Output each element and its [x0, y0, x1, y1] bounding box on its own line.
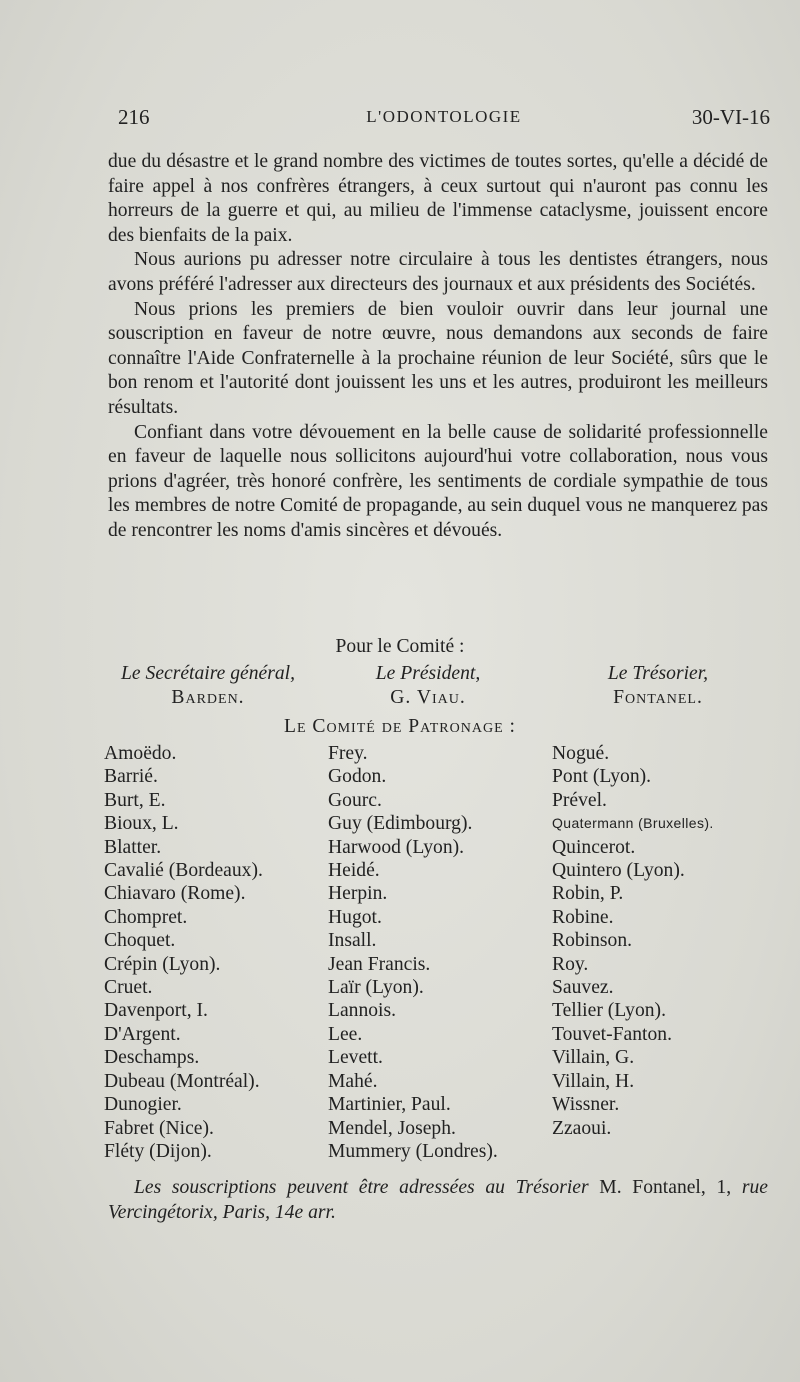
committee-column-2: [328, 742, 498, 1163]
member-name: Amoëdo.: [104, 743, 177, 764]
member-name: Quincerot.: [552, 836, 636, 858]
paragraph: Nous aurions pu adresser notre circulaire à tous les dentistes étrangers, nous avons préféré l'adresser aux directeurs des journaux et aux présidents des Sociétés.: [108, 249, 768, 295]
paragraph: Nous prions les premiers de bien vouloir ouvrir dans leur journal une souscription en faveur de notre œuvre, nous demandons aux seconds de faire connaître l'Aide Confraternelle à la prochaine réunion de leur Société, sûrs que le bon renom et l'autorité dont jouissent les uns et les autres, produiront les meilleurs résultats.: [108, 298, 768, 418]
member-name: Mahé.: [328, 1070, 378, 1092]
member-name: Wissner.: [552, 1094, 620, 1116]
member-name: Burt, E.: [104, 789, 166, 811]
member-name: Quintero (Lyon).: [552, 860, 685, 882]
member-name: Robine.: [552, 906, 614, 928]
member-name: Fabret (Nice).: [104, 1117, 214, 1139]
member-name: Choquet.: [104, 930, 176, 952]
member-name: Pont (Lyon).: [552, 766, 652, 788]
member-name: Crépin (Lyon).: [104, 953, 221, 975]
member-name: Villain, G.: [552, 1047, 635, 1069]
member-name: Dubeau (Montréal).: [104, 1070, 260, 1092]
member-name: Godon.: [328, 766, 387, 788]
member-name: Sauvez.: [552, 977, 614, 999]
issue-date: 30-VI-16: [691, 105, 770, 129]
committee-title: Le Comité de Patronage :: [284, 716, 516, 737]
member-name: Laïr (Lyon).: [328, 977, 424, 999]
signer-name: G. Viau.: [390, 687, 466, 708]
member-name: Touvet-Fanton.: [552, 1023, 672, 1045]
member-name: Blatter.: [104, 836, 162, 858]
member-name: Insall.: [328, 930, 377, 952]
member-name: Chompret.: [104, 906, 188, 928]
member-name: Hugot.: [328, 906, 382, 928]
running-header: [118, 105, 770, 137]
signer-treasurer: [548, 662, 768, 710]
subscription-note: [108, 1176, 768, 1225]
note-address: rue Vercingétorix, Paris, 14e arr.: [108, 1177, 768, 1223]
member-name: Nogué.: [552, 743, 610, 764]
member-name: Quatermann (Bruxelles).: [552, 815, 714, 832]
member-name: Robin, P.: [552, 883, 624, 905]
member-name: Jean Francis.: [328, 953, 431, 975]
member-name: D'Argent.: [104, 1023, 181, 1045]
member-name: Martinier, Paul.: [328, 1094, 451, 1116]
member-name: Mummery (Londres).: [328, 1140, 498, 1162]
journal-title: L'ODONTOLOGIE: [366, 107, 522, 126]
page-number: 216: [118, 105, 150, 129]
committee-column-3: [552, 742, 714, 1140]
member-name: Prével.: [552, 789, 607, 811]
committee-column-1: [104, 742, 263, 1163]
member-name: Lannois.: [328, 1000, 397, 1022]
signer-secretary: [108, 662, 308, 710]
member-name: Herpin.: [328, 883, 388, 905]
member-name: Robinson.: [552, 930, 633, 952]
member-name: Cruet.: [104, 977, 153, 999]
member-name: Roy.: [552, 953, 589, 975]
member-name: Guy (Edimbourg).: [328, 813, 473, 835]
member-name: Bioux, L.: [104, 813, 179, 835]
letter-body: [108, 150, 768, 544]
note-plain: M. Fontanel, 1,: [588, 1177, 742, 1198]
member-name: Lee.: [328, 1023, 363, 1045]
signer-role: Le Trésorier,: [607, 663, 709, 684]
member-name: Villain, H.: [552, 1070, 635, 1092]
note-italic: Les souscriptions peuvent être adressées au Trésorier: [134, 1177, 589, 1198]
signer-president: [328, 662, 528, 710]
member-name: Mendel, Joseph.: [328, 1117, 456, 1139]
member-name: Heidé.: [328, 860, 380, 882]
signer-name: Barden.: [171, 687, 245, 708]
member-name: Chiavaro (Rome).: [104, 883, 246, 905]
member-name: Barrié.: [104, 766, 158, 788]
member-name: Deschamps.: [104, 1047, 200, 1069]
paragraph: due du désastre et le grand nombre des victimes de toutes sortes, qu'elle a décidé de faire appel à nos confrères étrangers, à ceux surtout qui n'auront pas connu les horreurs de la guerre et qui, au milieu de l'immense cataclysme, jouissent encore des bienfaits de la paix.: [108, 151, 768, 246]
paragraph: Confiant dans votre dévouement en la belle cause de solidarité professionnelle en faveur de laquelle nous sollicitons aujourd'hui votre collaboration, nous vous prions d'agréer, très honoré confrère, les sentiments de cordiale sympathie de tous les membres de notre Comité de propagande, au sein duquel vous ne manquerez pas de rencontrer les noms d'amis sincères et dévoués.: [108, 421, 768, 541]
member-name: Tellier (Lyon).: [552, 1000, 666, 1022]
signature-intro: Pour le Comité :: [335, 636, 465, 657]
signer-role: Le Secrétaire général,: [121, 663, 295, 684]
member-name: Harwood (Lyon).: [328, 836, 465, 858]
member-name: Zzaoui.: [552, 1117, 612, 1139]
member-name: Cavalié (Bordeaux).: [104, 860, 263, 882]
member-name: Davenport, I.: [104, 1000, 208, 1022]
signer-name: Fontanel.: [613, 687, 703, 708]
member-name: Frey.: [328, 743, 368, 764]
signer-role: Le Président,: [375, 663, 481, 684]
member-name: Dunogier.: [104, 1094, 182, 1116]
member-name: Fléty (Dijon).: [104, 1140, 212, 1162]
member-name: Gourc.: [328, 789, 382, 811]
member-name: Levett.: [328, 1047, 383, 1069]
